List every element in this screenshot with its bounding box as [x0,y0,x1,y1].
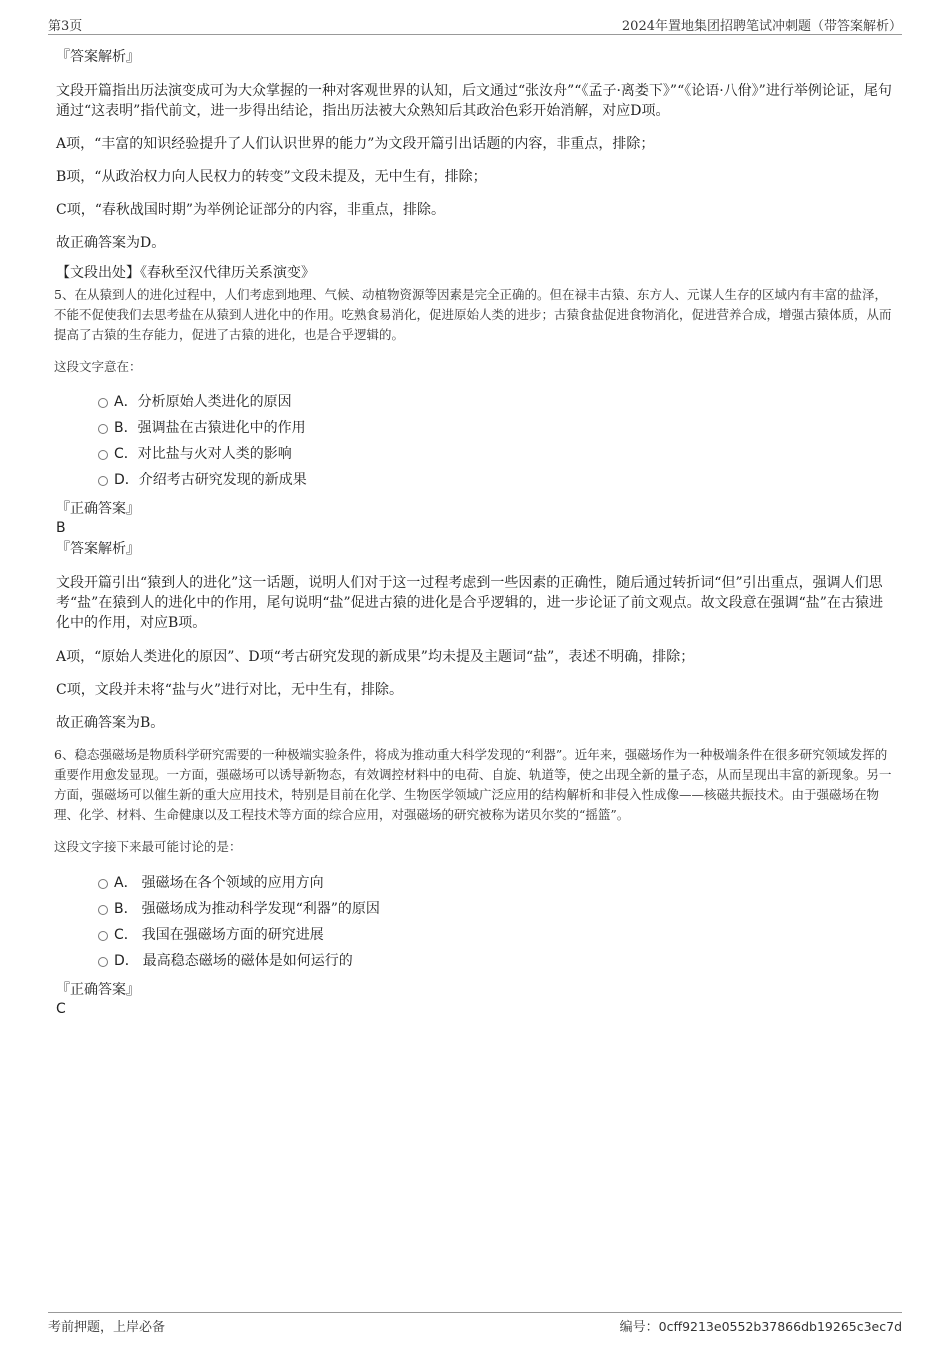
analysis-label: 『答案解析』 [56,541,140,557]
question-stem: 5、在从猿到人的进化过程中，人们考虑到地理、气候、动植物资源等因素是完全正确的。但在禄丰古猿、东方人、元谋人生存的区域内有丰富的盐泽，不能不促使我们去思考盐在从猿到人进化中的作用。吃熟食易消化，促进原始人类的进步；古猿食盐促进食物消化，促进营养合成，增强古猿体质，从而提高了古猿的生存能力，促进了古猿的进化，也是合乎逻辑的。 [54,287,892,342]
page-content [56,44,896,1018]
option-c[interactable]: C．对比盐与火对人类的影响 [56,441,896,467]
radio-icon[interactable] [98,957,108,967]
document-title: 2024年置地集团招聘笔试冲刺题（带答案解析） [621,19,902,34]
analysis-paragraph: 文段开篇引出“猿到人的进化”这一话题，说明人们对于这一过程考虑到一些因素的正确性，随后通过转折词“但”引出重点，强调人们思考“盐”在猿到人的进化中的作用，尾句说明“盐”促进古猿的进化是合乎逻辑的，进一步论证了前文观点。故文段意在强调“盐”在古猿进化中的作用，对应B项。 [56,575,883,631]
option-a[interactable]: A． 强磁场在各个领域的应用方向 [56,870,896,896]
option-d[interactable]: D． 最高稳态磁场的磁体是如何运行的 [56,948,896,974]
page-header [48,14,902,35]
options-list [56,389,896,493]
analysis-paragraph: B项，“从政治权力向人民权力的转变”文段未提及，无中生有，排除； [56,169,487,185]
answer-label: 『正确答案』 [56,501,140,517]
option-d[interactable]: D．介绍考古研究发现的新成果 [56,467,896,493]
code-value: 0cff9213e0552b37866db19265c3ec7d [658,1319,902,1334]
source-note: 【文段出处】《春秋至汉代律历关系演变》 [56,265,315,281]
analysis-paragraph: 文段开篇指出历法演变成可为大众掌握的一种对客观世界的认知，后文通过“张汝舟”“《孟子·离娄下》”“《论语·八佾》”进行举例论证，尾句通过“这表明”指代前文，进一步得出结论，指出历法被大众熟知后其政治色彩开始消解，对应D项。 [56,83,892,119]
page-number: 第3页 [48,19,83,34]
correct-answer: C [56,1001,66,1017]
option-b[interactable]: B．强调盐在古猿进化中的作用 [56,415,896,441]
analysis-paragraph: A项，“丰富的知识经验提升了人们认识世界的能力”为文段开篇引出话题的内容，非重点，排除； [56,136,655,152]
correct-answer: B [56,520,66,536]
answer-label: 『正确答案』 [56,982,140,998]
option-a[interactable]: A．分析原始人类进化的原因 [56,389,896,415]
code-label: 编号： [619,1320,659,1335]
radio-icon[interactable] [98,398,108,408]
radio-icon[interactable] [98,424,108,434]
question-prompt: 这段文字意在： [54,359,142,374]
analysis-label: 『答案解析』 [56,49,140,65]
question-prompt: 这段文字接下来最可能讨论的是： [54,839,242,854]
page-footer [48,1312,902,1335]
question-stem: 6、稳态强磁场是物质科学研究需要的一种极端实验条件，将成为推动重大科学发现的“利器”。近年来，强磁场作为一种极端条件在很多研究领域发挥的重要作用愈发显现。一方面，强磁场可以诱导新物态，有效调控材料中的电荷、自旋、轨道等，使之出现全新的量子态，从而呈现出丰富的新现象。另一方面，强磁场可以催生新的重大应用技术，特别是目前在化学、生物医学领域广泛应用的结构解析和非侵入性成像——核磁共振技术。由于强磁场在物理、化学、材料、生命健康以及工程技术等方面的综合应用，对强磁场的研究被称为诺贝尔奖的“摇篮”。 [54,747,892,822]
options-list [56,870,896,974]
radio-icon[interactable] [98,450,108,460]
analysis-paragraph: A项，“原始人类进化的原因”、D项“考古研究发现的新成果”均未提及主题词“盐”，表述不明确，排除； [56,649,695,665]
analysis-paragraph: C项，文段并未将“盐与火”进行对比，无中生有，排除。 [56,682,404,698]
document-code [620,1316,902,1335]
option-b[interactable]: B． 强磁场成为推动科学发现“利器”的原因 [56,896,896,922]
analysis-paragraph: C项，“春秋战国时期”为举例论证部分的内容，非重点，排除。 [56,202,446,218]
footer-slogan: 考前押题，上岸必备 [48,1320,166,1335]
radio-icon[interactable] [98,476,108,486]
option-c[interactable]: C． 我国在强磁场方面的研究进展 [56,922,896,948]
radio-icon[interactable] [98,931,108,941]
radio-icon[interactable] [98,879,108,889]
conclusion: 故正确答案为B。 [56,715,165,731]
conclusion: 故正确答案为D。 [56,235,166,251]
radio-icon[interactable] [98,905,108,915]
